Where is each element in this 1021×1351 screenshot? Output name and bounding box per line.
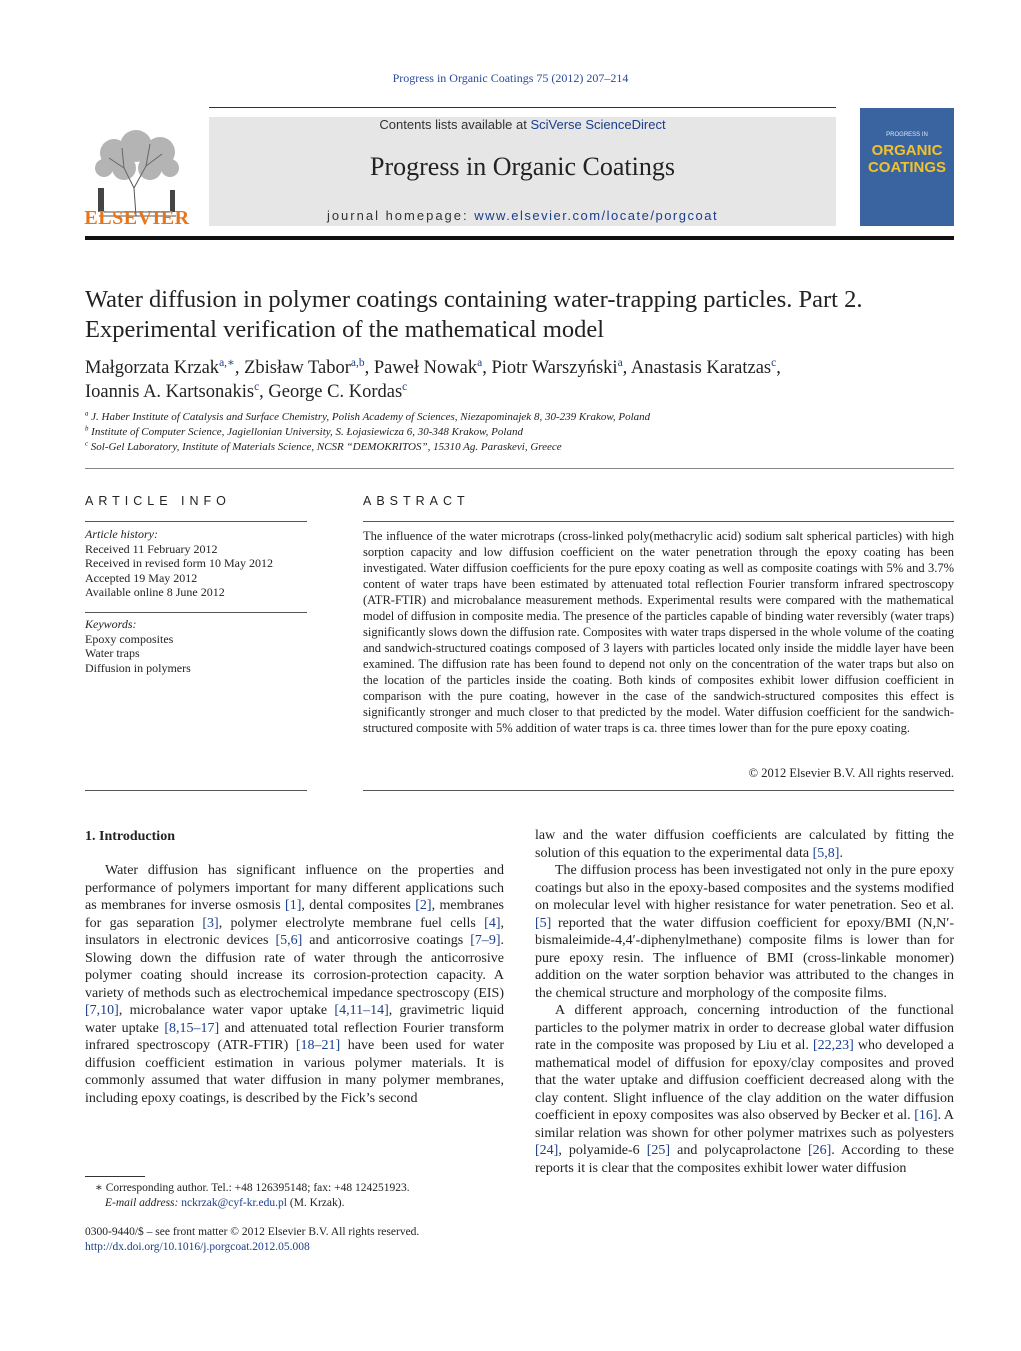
abstract-label: ABSTRACT [363, 494, 470, 508]
corresponding-author: ∗ Corresponding author. Tel.: +48 126395148; fax: +48 124251923. [95, 1182, 410, 1194]
reference-link[interactable]: [5,6] [275, 933, 303, 948]
journal-cover-image: PROGRESS IN ORGANIC COATINGS [860, 108, 954, 226]
reference-link[interactable]: [22,23] [812, 1038, 854, 1053]
reference-link[interactable]: [24] [535, 1143, 559, 1158]
paragraph-text: law and the water diffusion coefficients are calculated by fitting the solution of this equation to the experimental data [535, 828, 954, 861]
paragraph [535, 862, 954, 1002]
header-bottom-rule [85, 236, 954, 240]
paragraph-text: reported that the water diffusion coefficient for epoxy/BMI (N,N′-bismaleimide-4,4′-diphenylmethane) composite films is lower than for pure epoxy resin. The influence of BMI (cross-linkable monomer) addition on the water sorption behavior was attributed to the changes in the chemical structure and morphology of the composite films. [535, 915, 954, 1001]
homepage-link[interactable]: www.elsevier.com/locate/porgcoat [474, 208, 719, 223]
journal-citation[interactable]: Progress in Organic Coatings 75 (2012) 207–214 [392, 71, 629, 85]
journal-title: Progress in Organic Coatings [370, 152, 675, 181]
paragraph-text: , polymer electrolyte membrane fuel cells [218, 915, 485, 931]
abstract-copyright: © 2012 Elsevier B.V. All rights reserved. [748, 766, 954, 780]
author: Zbisław Tabor [244, 358, 351, 378]
reference-link[interactable]: [25] [646, 1143, 671, 1158]
paragraph-text: , dental composites [301, 898, 416, 913]
reference-link[interactable]: [1] [285, 898, 302, 913]
reference-link[interactable]: [4] [484, 915, 501, 931]
reference-link[interactable]: [2] [415, 898, 432, 913]
paragraph-text: Water diffusion has significant influence on the properties and performance of polymers important for many different applications such as membranes for inverse osmosis [85, 863, 504, 913]
author: Małgorzata Krzak [85, 358, 220, 378]
paragraph-text: , polyamide-6 [558, 1143, 647, 1158]
reference-link[interactable]: [4,11–14] [334, 1003, 389, 1018]
reference-link[interactable]: [8,15–17] [164, 1020, 220, 1036]
paragraph-text: and anticorrosive coatings [302, 933, 471, 948]
reference-link[interactable]: [16] [914, 1108, 938, 1123]
divider [363, 790, 954, 791]
header-top-rule [209, 107, 836, 108]
divider [85, 790, 307, 791]
paragraph-text: , membranes for gas separation [85, 898, 505, 931]
reference-link[interactable]: [5] [535, 915, 552, 931]
paragraph-text: . Slowing down the diffusion rate of water through the anticorrosive polymer coating should increase its corrosion-protection capacity. A variety of methods such as electrochemical impedance spectroscopy (EIS) [85, 933, 505, 1001]
article-info-label: ARTICLE INFO [85, 494, 231, 508]
paragraph-text: . According to these reports it is clear that the composites exhibit lower water diffusion [535, 1143, 954, 1176]
divider [85, 612, 307, 613]
paragraph-text: . A similar relation was shown for other polymer matrixes such as polyesters [535, 1108, 954, 1141]
paragraph-text: The diffusion process has been investigated not only in the pure epoxy coatings but also in the epoxy-based composites and the systems modified on molecular level with higher resistance for water penetration. Seo et al. [535, 863, 954, 913]
author: Ioannis A. Kartsonakis [85, 382, 255, 402]
email-link[interactable]: nckrzak@cyf-kr.edu.pl [181, 1197, 287, 1209]
body-right-column [535, 827, 954, 1177]
paragraph-text: and polycaprolactone [670, 1143, 808, 1158]
affiliation: $^a$ J. Haber Institute of Catalysis and Surface Chemistry, Polish Academy of Sciences, Niezapominajek 8, 30-239 Krakow, Poland [85, 410, 651, 423]
paragraph-text: A different approach, concerning introduction of the functional particles to the polymer matrix in order to decrease global water diffusion rate in the composite was proposed by Liu et al. [535, 1003, 954, 1053]
reference-link[interactable]: [3] [202, 915, 219, 931]
journal-homepage: journal homepage: www.elsevier.com/locate/porgcoat [326, 208, 719, 223]
paragraph [535, 827, 954, 862]
affiliation: $^c$ Sol-Gel Laboratory, Institute of Materials Science, NCSR “DEMOKRITOS”, 15310 Ag. Paraskevi, Greece [85, 440, 562, 453]
section-heading: 1. Introduction [85, 829, 175, 844]
issn-line: 0300-9440/$ – see front matter © 2012 Elsevier B.V. All rights reserved. [85, 1226, 420, 1238]
paragraph [535, 1002, 954, 1177]
elsevier-wordmark: ELSEVIER [84, 207, 190, 229]
paragraph-text: and attenuated total reflection Fourier transform infrared spectroscopy (ATR-FTIR) [85, 1020, 504, 1053]
body-left-column [85, 862, 504, 1107]
paragraph-text: have been used for water diffusion coefficient estimation in various polymer materials. It is commonly assumed that water diffusion in many polymer membranes, including epoxy coatings, is described by the Fick’s second [85, 1038, 505, 1106]
article-history: Article history: Received 11 February 2012 Received in revised form 10 May 2012 Accepted 19 May 2012 Available online 8 June 2012 [85, 527, 273, 599]
author: Paweł Nowak [373, 358, 478, 378]
divider [85, 521, 307, 522]
reference-link[interactable]: [18–21] [295, 1038, 341, 1053]
paragraph [85, 862, 504, 1107]
author: George C. Kordas [268, 382, 403, 402]
reference-link[interactable]: [26] [807, 1143, 832, 1158]
author-sup[interactable]: a,∗ [219, 356, 235, 369]
paragraph-text: . [839, 845, 843, 861]
paragraph-text: , gravimetric liquid water uptake [85, 1003, 504, 1036]
affiliation: $^b$ Institute of Computer Science, Jagiellonian University, S. Łojasiewicza 6, 30-348 Krakow, Poland [85, 425, 523, 438]
author-list: Małgorzata Krzak$^{a,∗}$, Zbisław Tabor$^{a,b}$, Paweł Nowak$^a$, Piotr Warszyński$^a$, Anastasis Karatzas$^c$, Ioannis A. Kartsonakis$^c$, George C. Kordas$^c$ [85, 356, 781, 402]
front-matter [85, 1225, 585, 1255]
paragraph-text: who developed a mathematical model of diffusion for epoxy/clay composites and proved that the water uptake and diffusion coefficient decreased along with the clay content. Slight influence of the clay addition on the water diffusion coefficient in epoxy composites was also observed by Becker et al. [535, 1038, 954, 1123]
author: Anastasis Karatzas [630, 358, 772, 378]
abstract-text: The influence of the water microtraps (cross-linked poly(methacrylic acid) sodium salt spherical particles) with high sorption capacity and low diffusion coefficient on the water penetration through the epoxy coating has been investigated. Water diffusion coefficients for the pure epoxy coating as well as composite coatings with 5% and 3.7% content of water traps have been estimated by attenuated total reflection Fourier transform infrared spectroscopy (ATR-FTIR) and microbalance measurement methods. Experimental results were compared with the mathematical model of diffusion in composite media. The presence of the particles capable of binding water reversibly (water traps) significantly slows down the diffusion rate. Composites with water traps dispersed in the whole volume of the coating and sandwich-structured coatings composed of 3 layers with particles located only inside the middle layer have been examined. The diffusion rate has been found to depend not only on the concentration of the water traps but also on the location of the particles inside the coating. Both kinds of composites exhibit lower diffusion coefficient in comparison with the pure coating, however in the case of the sandwich-structured composites this effect is significantly stronger and much closer to that predicted by the model. Water diffusion coefficient for the sandwich-structured composite with 5% addition of water traps is ca. three times lower than for the pure epoxy coating. [363, 529, 954, 735]
keywords: Keywords: Epoxy composites Water traps Diffusion in polymers [85, 617, 191, 675]
contents-line: Contents lists available at SciVerse ScienceDirect [379, 117, 666, 132]
divider [363, 521, 954, 522]
paragraph-text: , microbalance water vapor uptake [118, 1003, 335, 1018]
affiliations [85, 410, 965, 455]
reference-link[interactable]: [5,8] [812, 845, 840, 861]
footnotes: ∗ Corresponding author. Tel.: +48 126395148; fax: +48 124251923. E-mail address: nckrzak@cyf-kr.edu.pl (M. Krzak). [85, 1181, 504, 1211]
sciencedirect-link[interactable]: SciVerse ScienceDirect [530, 117, 666, 132]
paragraph-text: , insulators in electronic devices [85, 915, 504, 948]
article-title: Water diffusion in polymer coatings containing water-trapping particles. Part 2. Experimental verification of the mathematical model [85, 286, 863, 343]
divider [85, 468, 954, 469]
reference-link[interactable]: [7,10] [85, 1003, 119, 1018]
doi-link[interactable]: http://dx.doi.org/10.1016/j.porgcoat.2012.05.008 [85, 1241, 310, 1253]
reference-link[interactable]: [7–9] [470, 933, 501, 948]
footnote-rule [85, 1176, 145, 1177]
author: Piotr Warszyński [491, 358, 618, 378]
